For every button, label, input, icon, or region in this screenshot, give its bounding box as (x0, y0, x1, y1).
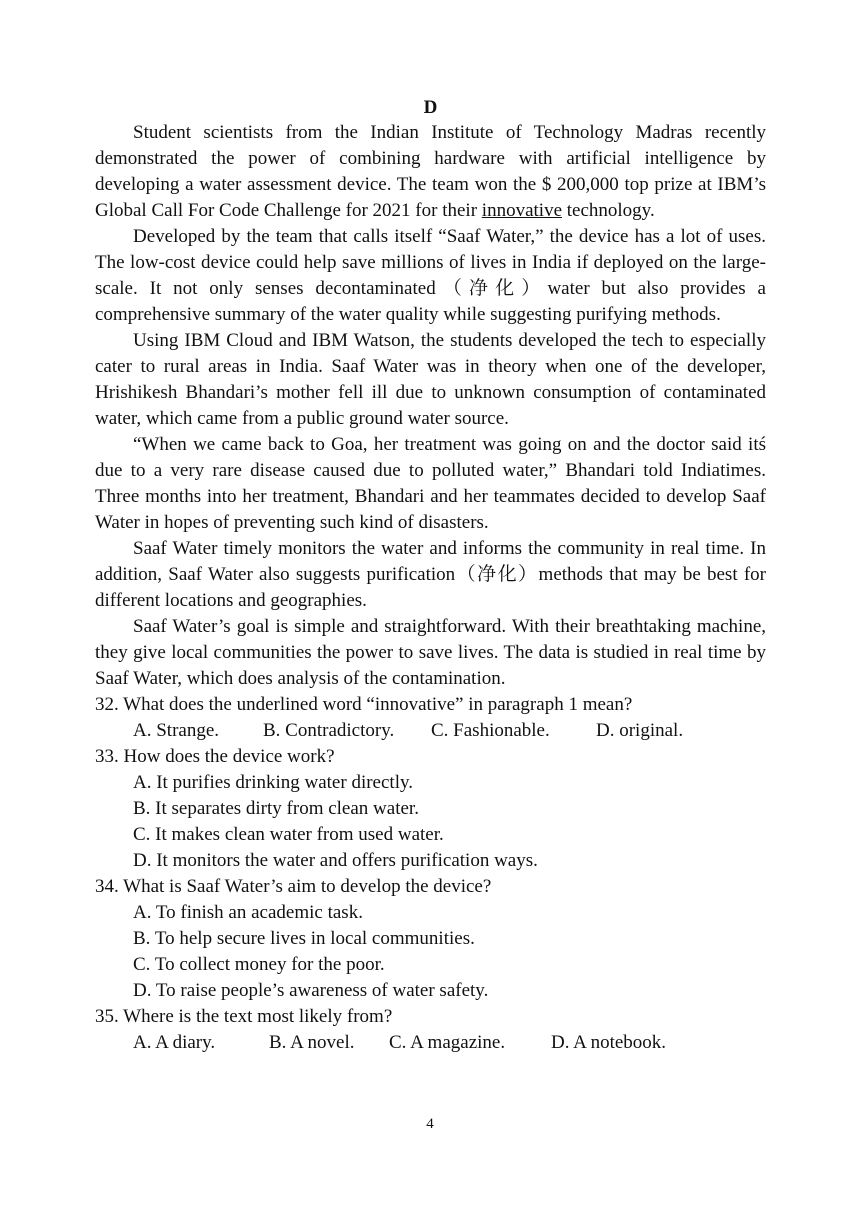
question-32-option-a: A. Strange. (133, 720, 220, 741)
document-page (95, 96, 766, 1056)
paragraph-1-end: technology. (562, 200, 655, 221)
question-34-option-d: D. To raise people’s awareness of water safety. (133, 980, 489, 1001)
question-35-option-c: C. A magazine. (389, 1032, 506, 1053)
question-35-option-b: B. A novel. (269, 1032, 355, 1053)
question-34-option-c: C. To collect money for the poor. (133, 954, 385, 975)
question-35-option-d: D. A notebook. (551, 1032, 667, 1053)
paragraph-6: Saaf Water’s goal is simple and straightforward. With their breathtaking machine, they give local communities the power to save lives. The data is studied in real time by Saaf Water, which does analysis of the contamination. (95, 616, 766, 689)
paragraph-3: Using IBM Cloud and IBM Watson, the students developed the tech to especially cater to rural areas in India. Saaf Water was in theory when one of the developer, Hrishikesh Bhandari’s mother fell ill due to unknown consumption of contaminated water, which came from a public ground water source. (95, 330, 766, 429)
question-33-stem: 33. How does the device work? (95, 746, 335, 767)
question-34-option-a: A. To finish an academic task. (133, 902, 363, 923)
question-32-option-d: D. original. (596, 720, 684, 741)
paragraph-2: Developed by the team that calls itself “Saaf Water,” the device has a lot of uses. The low-cost device could help save millions of lives in India if deployed on the large-scale. It not only senses decontaminated（净化）water but also provides a comprehensive summary of the water quality while suggesting purifying methods. (95, 226, 766, 325)
question-35-stem: 35. Where is the text most likely from? (95, 1006, 393, 1027)
question-32-stem: 32. What does the underlined word “innovative” in paragraph 1 mean? (95, 694, 633, 715)
question-33-option-d: D. It monitors the water and offers purification ways. (133, 850, 538, 871)
paragraph-1-text: Student scientists from the Indian Institute of Technology Madras recently demonstrated the power of combining hardware with artificial intelligence by developing a water assessment device. The team won the $ 200,000 top prize at IBM’s Global Call For Code Challenge for 2021 for their (95, 122, 766, 221)
question-32-option-c: C. Fashionable. (431, 720, 550, 741)
question-35-option-a: A. A diary. (133, 1032, 216, 1053)
question-33-option-a: A. It purifies drinking water directly. (133, 772, 413, 793)
question-35-options (95, 1030, 766, 1056)
question-32-options (95, 718, 766, 744)
paragraph-1 (95, 120, 766, 224)
paragraph-5: Saaf Water timely monitors the water and informs the community in real time. In addition, Saaf Water also suggests purification（净化）methods that may be best for different locations and geographies. (95, 538, 766, 611)
underlined-word: innovative (481, 200, 562, 221)
paragraph-4: “When we came back to Goa, her treatment was going on and the doctor said itś due to a very rare disease caused due to polluted water,” Bhandari told Indiatimes. Three months into her treatment, Bhandari and her teammates decided to develop Saaf Water in hopes of preventing such kind of disasters. (95, 434, 766, 533)
question-33-option-c: C. It makes clean water from used water. (133, 824, 444, 845)
section-heading: D (423, 97, 438, 118)
question-34-stem: 34. What is Saaf Water’s aim to develop the device? (95, 876, 492, 897)
question-34-option-b: B. To help secure lives in local communities. (133, 928, 475, 949)
question-32-option-b: B. Contradictory. (263, 720, 395, 741)
question-33-option-b: B. It separates dirty from clean water. (133, 798, 419, 819)
page-number: 4 (426, 1116, 434, 1132)
